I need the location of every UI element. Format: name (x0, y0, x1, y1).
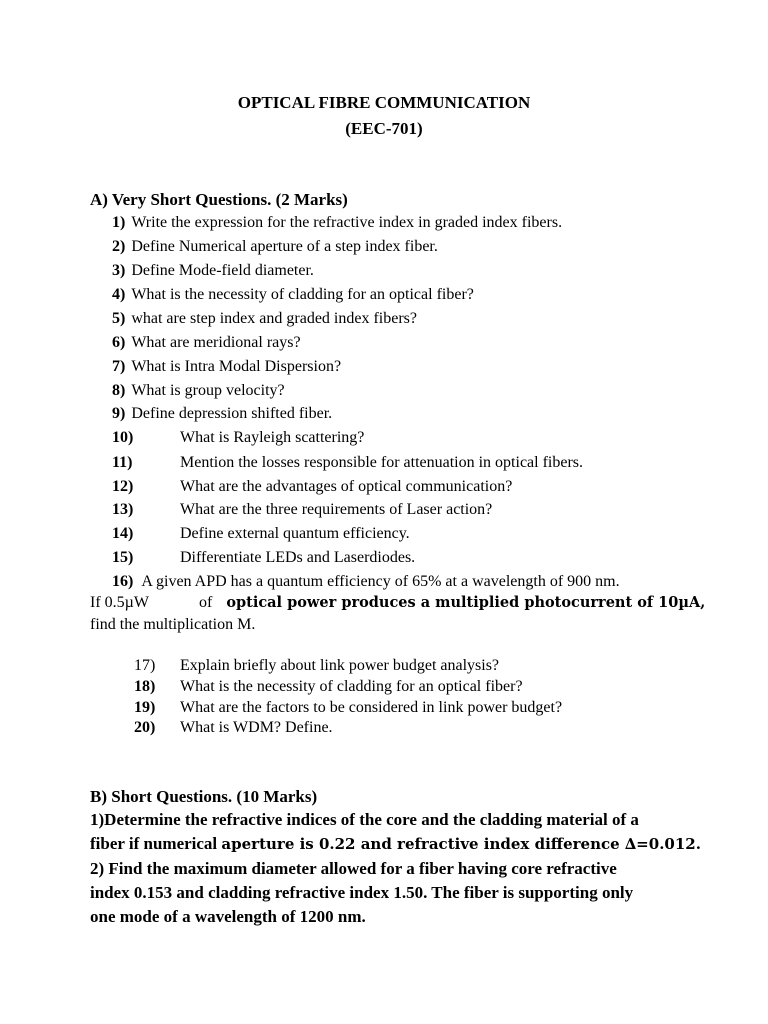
section-b-question-2-line-1: 2) Find the maximum diameter allowed for a fiber having core refractive (90, 859, 617, 878)
section-b-question-1-line-2: fiber if numerical aperture is 0.22 and refractive index difference ∆=0.012. (90, 834, 701, 853)
question-item: 10) What is Rayleigh scattering? (112, 429, 365, 446)
section-b-question-2-line-3: one mode of a wavelength of 1200 nm. (90, 907, 366, 926)
question-item: 1) Write the expression for the refractive index in graded index fibers. (112, 214, 563, 231)
question-item: 19) What are the factors to be considered in link power budget? (134, 699, 563, 716)
section-b-heading: B) Short Questions. (10 Marks) (90, 787, 318, 806)
document-title: OPTICAL FIBRE COMMUNICATION (237, 93, 531, 112)
question-item: 15) Differentiate LEDs and Laserdiodes. (112, 549, 416, 566)
course-code: (EEC-701) (345, 119, 423, 138)
question-item: 20) What is WDM? Define. (134, 719, 333, 736)
question-item: 14) Define external quantum efficiency. (112, 525, 410, 542)
question-item: 9) Define depression shifted fiber. (112, 405, 333, 422)
question-item: 8) What is group velocity? (112, 382, 285, 399)
question-item: 3) Define Mode-field diameter. (112, 262, 314, 279)
question-item: 5) what are step index and graded index fibers? (112, 310, 417, 327)
question-item: 2) Define Numerical aperture of a step index fiber. (112, 238, 438, 255)
section-b-question-2-line-2: index 0.153 and cladding refractive index 1.50. The fiber is supporting only (90, 883, 634, 902)
question-item: 12) What are the advantages of optical communication? (112, 478, 513, 495)
question-item: 13) What are the three requirements of Laser action? (112, 501, 493, 518)
question-item: 6) What are meridional rays? (112, 334, 301, 351)
question-16-line-2: If 0.5µW of optical power produces a multiplied photocurrent of 10µA, (90, 594, 706, 611)
section-b-question-1-line-1: 1)Determine the refractive indices of the core and the cladding material of a (90, 810, 639, 829)
section-a-heading: A) Very Short Questions. (2 Marks) (90, 190, 348, 209)
question-item: 7) What is Intra Modal Dispersion? (112, 358, 342, 375)
question-item: 18) What is the necessity of cladding for an optical fiber? (134, 678, 523, 695)
question-item: 4) What is the necessity of cladding for an optical fiber? (112, 286, 474, 303)
question-item: 11) Mention the losses responsible for attenuation in optical fibers. (112, 454, 584, 471)
question-item: 17) Explain briefly about link power budget analysis? (134, 657, 500, 674)
question-16: 16) A given APD has a quantum efficiency of 65% at a wavelength of 900 nm. (112, 573, 620, 590)
question-16-line-3: find the multiplication M. (90, 616, 256, 633)
